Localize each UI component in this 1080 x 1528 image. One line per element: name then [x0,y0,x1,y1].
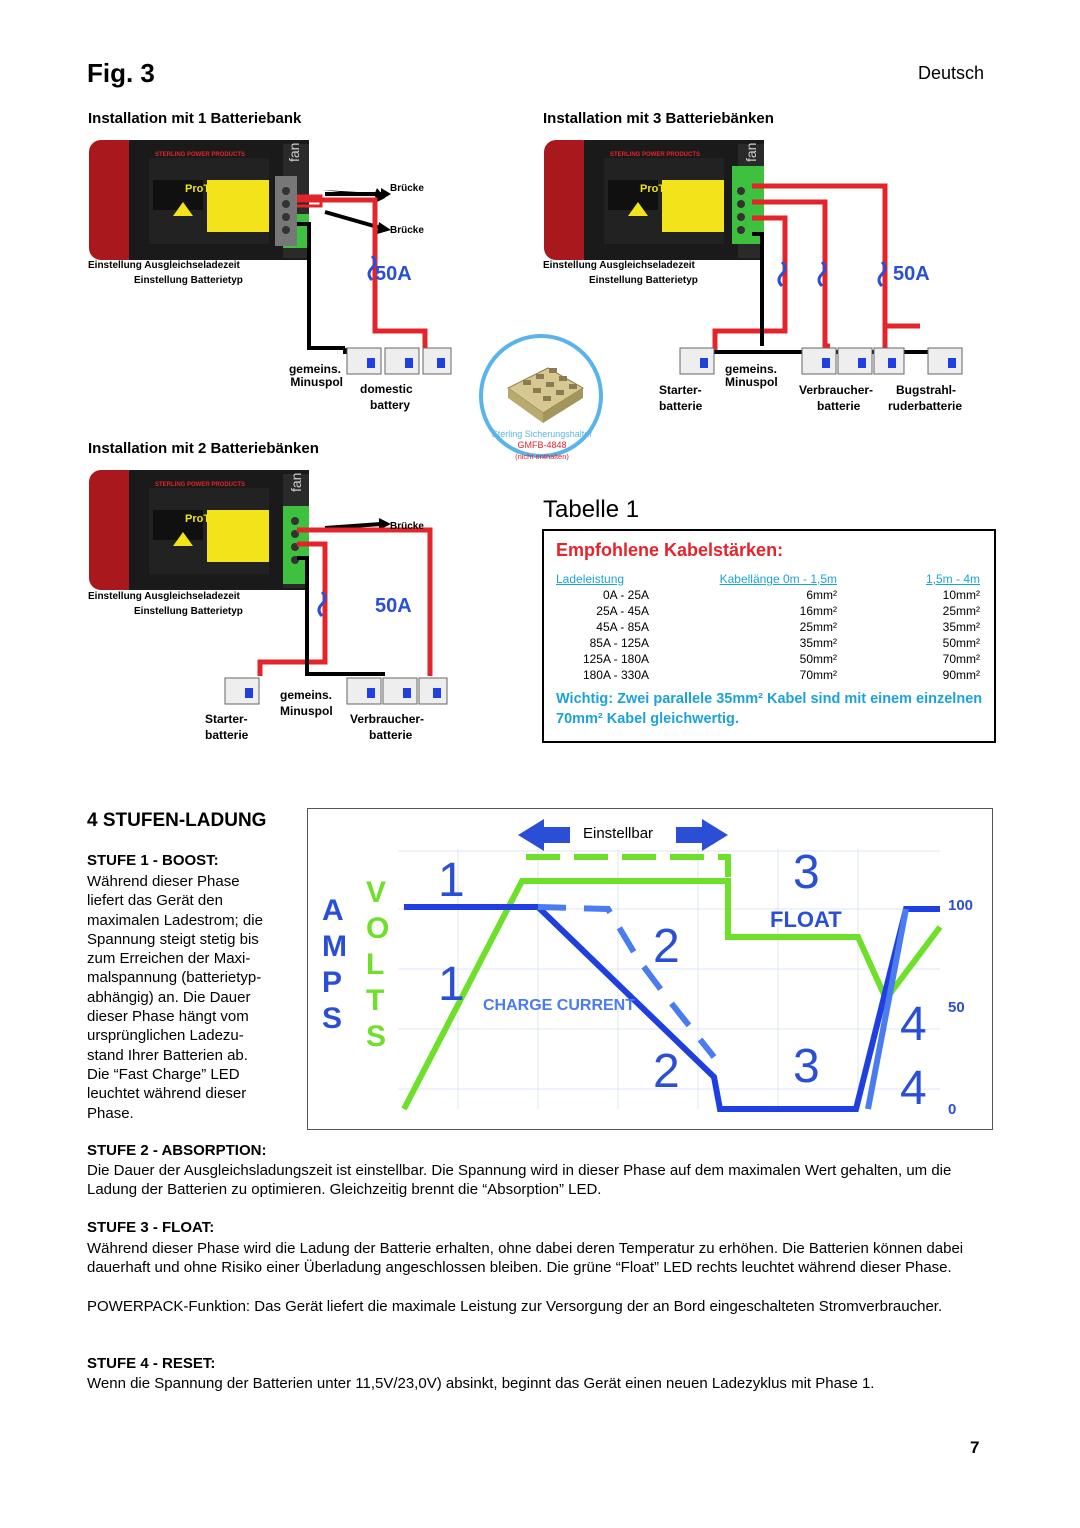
install2-gemeins: gemeins. [280,688,333,702]
language-label: Deutsch [918,63,985,83]
install2-starter2: batterie [205,728,249,742]
boost-line: leuchtet während dieser [87,1085,247,1103]
table-cell: 85A - 125A [589,636,649,650]
page-number: 7 [970,1438,980,1457]
scale-50: 50 [948,999,965,1016]
boost-line: abhängig) an. Die Dauer [87,988,251,1006]
install2-fuse-label: 50A [375,595,412,617]
device-fan-label: fan [286,142,302,162]
table-row [556,667,980,683]
table-cell: 0A - 25A [602,588,649,602]
amps-letter: P [322,966,343,999]
tabelle-title: Tabelle 1 [543,496,640,523]
stufen-heading: 4 STUFEN-LADUNG [87,810,267,831]
install3-starter2: batterie [659,399,703,413]
boost-line: liefert das Gerät den [87,892,223,910]
table-row [556,635,980,651]
install1-bruecke1: Brücke [390,183,424,194]
table-cell: 16mm² [799,604,837,618]
install3-gemeins: gemeins. [725,362,778,376]
device-brand: STERLING POWER PRODUCTS [155,482,246,488]
install1-title: Installation mit 1 Batteriebank [88,110,302,127]
charge-current-label: CHARGE CURRENT [483,997,635,1014]
reset-text: Wenn die Spannung der Batterien unter 11,5V/23,0V) absinkt, beginnt das Gerät einen neuen Ladezyklus mit Phase 1. [87,1375,875,1392]
absorption-title: STUFE 2 - ABSORPTION: [87,1142,267,1159]
amps-letter: M [322,930,347,963]
phase-4-amps: 4 [900,1062,927,1115]
phase-3-amps: 3 [793,1040,820,1093]
install1-battery: battery [370,398,411,412]
install2-einstellung-zeit: Einstellung Ausgleichseladezeit [88,591,240,602]
table-cell: 180A - 330A [582,668,649,682]
cable-table-title: Empfohlene Kabelstärken: [556,540,784,560]
powerpack-text: POWERPACK-Funktion: Das Gerät liefert die maximale Leistung zur Versorgung der an Bord eingeschalteten Stromverbraucher. [87,1298,943,1315]
install3-starter1: Starter- [659,383,702,397]
boost-line: ursprünglichen Ladezu- [87,1027,244,1045]
table-cell: 125A - 180A [582,652,649,666]
table-cell: 35mm² [942,620,980,634]
table-header: Ladeleistung [556,572,625,586]
boost-line: malspannung (batterietyp- [87,969,262,987]
reset-title: STUFE 4 - RESET: [87,1355,216,1372]
table-cell: 70mm² [799,668,837,682]
install3-title: Installation mit 3 Batteriebänken [543,110,774,127]
fuseholder-line3: (nicht enthalten) [515,452,569,461]
charger-device [89,140,309,260]
table-cell: 45A - 85A [596,620,649,634]
phase-2-volts: 2 [653,920,680,973]
device-fan-label: fan [743,142,759,162]
boost-line: Die “Fast Charge” LED [87,1065,240,1083]
boost-text [87,872,302,1123]
install3-bug2: ruderbatterie [888,399,963,413]
fuseholder-caption [474,429,610,462]
charging-curves [308,809,992,1129]
volts-axis-label [366,875,389,1055]
figure-label: Fig. 3 [87,58,155,88]
install2-verbr1: Verbraucher- [350,712,425,726]
fuseholder-line1: Sterling Sicherungshalter [491,429,593,439]
table-row [556,603,980,619]
table-header: Kabellänge 0m - 1,5m [719,572,837,586]
install2-einstellung-typ: Einstellung Batterietyp [134,606,243,617]
install3-verbr1: Verbraucher- [799,383,874,397]
install2-starter1: Starter- [205,712,248,726]
cable-note: Wichtig: Zwei parallele 35mm² Kabel sind mit einem einzelnen 70mm² Kabel gleichwertig. [556,691,983,727]
install3-minuspol: Minuspol [725,375,778,389]
scale-100: 100 [948,897,974,914]
install1-einstellung-typ: Einstellung Batterietyp [134,275,243,286]
float-label: FLOAT [770,907,842,932]
volts-letter: S [366,1020,387,1053]
cable-table [556,571,980,683]
table-row [556,651,980,667]
table-cell: 25mm² [799,620,837,634]
boost-line: Spannung steigt stetig bis [87,930,259,948]
phase-1-volts: 1 [438,854,465,907]
scale-0: 0 [948,1101,957,1118]
install1-gemeins: gemeins. [288,362,341,376]
battery-group [347,348,451,374]
amps-axis-label [322,893,347,1037]
volts-letter: O [366,912,390,945]
table-cell: 50mm² [799,652,837,666]
device-brand: STERLING POWER PRODUCTS [155,152,246,158]
install2-bruecke: Brücke [390,521,424,532]
boost-line: Phase. [87,1104,134,1122]
device-model: ProTech20 [640,183,696,195]
device-brand: STERLING POWER PRODUCTS [610,152,701,158]
phase-3-volts: 3 [793,846,820,899]
table-cell: 6mm² [806,588,837,602]
boost-line: dieser Phase hängt vom [87,1008,249,1026]
absorption-text: Die Dauer der Ausgleichsladungszeit ist einstellbar. Die Spannung wird in dieser Phase auf dem maximalen Wert gehalten, um die Ladung der Batterien zu optimieren. Gleichzeitig brennt die “Absorption” LED. [87,1162,952,1199]
phase-4-volts: 4 [900,998,927,1051]
install3-verbr2: batterie [817,399,861,413]
cable-table-box [542,529,996,743]
table-row [556,587,980,603]
install1-einstellung-zeit: Einstellung Ausgleichseladezeit [88,260,240,271]
install3-bug1: Bugstrahl- [896,383,956,397]
table-cell: 25A - 45A [596,604,649,618]
amps-letter: S [322,1002,343,1035]
install1-bruecke2: Brücke [390,225,424,236]
install3-einstellung-zeit: Einstellung Ausgleichseladezeit [543,260,695,271]
charging-stages-chart [307,808,993,1130]
table-cell: 35mm² [799,636,837,650]
einstellbar-label: Einstellbar [583,825,654,842]
install1-domestic: domestic [360,382,413,396]
boost-line: maximalen Ladestrom; die [87,911,263,929]
device-fan-label: fan [288,472,304,492]
install3-fuse-label: 50A [893,263,930,285]
install3-einstellung-typ: Einstellung Batterietyp [589,275,698,286]
boost-line: stand Ihrer Batterien ab. [87,1046,248,1064]
device-model: ProTech20 [185,513,241,525]
install1-fuse-label: 50A [375,263,412,285]
table-cell: 50mm² [942,636,980,650]
fuseholder-line2: GMFB-4848 [517,440,567,450]
install1-minuspol: Minuspol [290,375,343,389]
install2-verbr2: batterie [369,728,413,742]
phase-2-amps: 2 [653,1045,680,1098]
volts-letter: V [366,876,387,909]
boost-title: STUFE 1 - BOOST: [87,852,219,869]
amps-letter: A [322,894,344,927]
volts-letter: T [366,984,385,1017]
table-row [556,619,980,635]
table-cell: 70mm² [942,652,980,666]
table-cell: 10mm² [942,588,980,602]
float-title: STUFE 3 - FLOAT: [87,1219,215,1236]
table-cell: 25mm² [942,604,980,618]
table-header: 1,5m - 4m [925,572,980,586]
device-model: ProTech20 [185,183,241,195]
table-header-row [556,571,980,587]
install2-minuspol: Minuspol [280,704,333,718]
volts-letter: L [366,948,385,981]
float-text: Während dieser Phase wird die Ladung der Batterie erhalten, ohne dabei deren Temperatur zu erhöhen. Die Batterien können dabei dauerhaft und ohne Risiko einer Überladung angeschlossen bleiben. Die grüne “Float” LED rechts leuchtet während dieser Phase. [87,1240,964,1277]
install2-title: Installation mit 2 Batteriebänken [88,440,319,457]
boost-line: zum Erreichen der Maxi- [87,950,251,968]
boost-line: Während dieser Phase [87,873,240,890]
table-cell: 90mm² [942,668,980,682]
phase-1-amps: 1 [438,958,465,1011]
